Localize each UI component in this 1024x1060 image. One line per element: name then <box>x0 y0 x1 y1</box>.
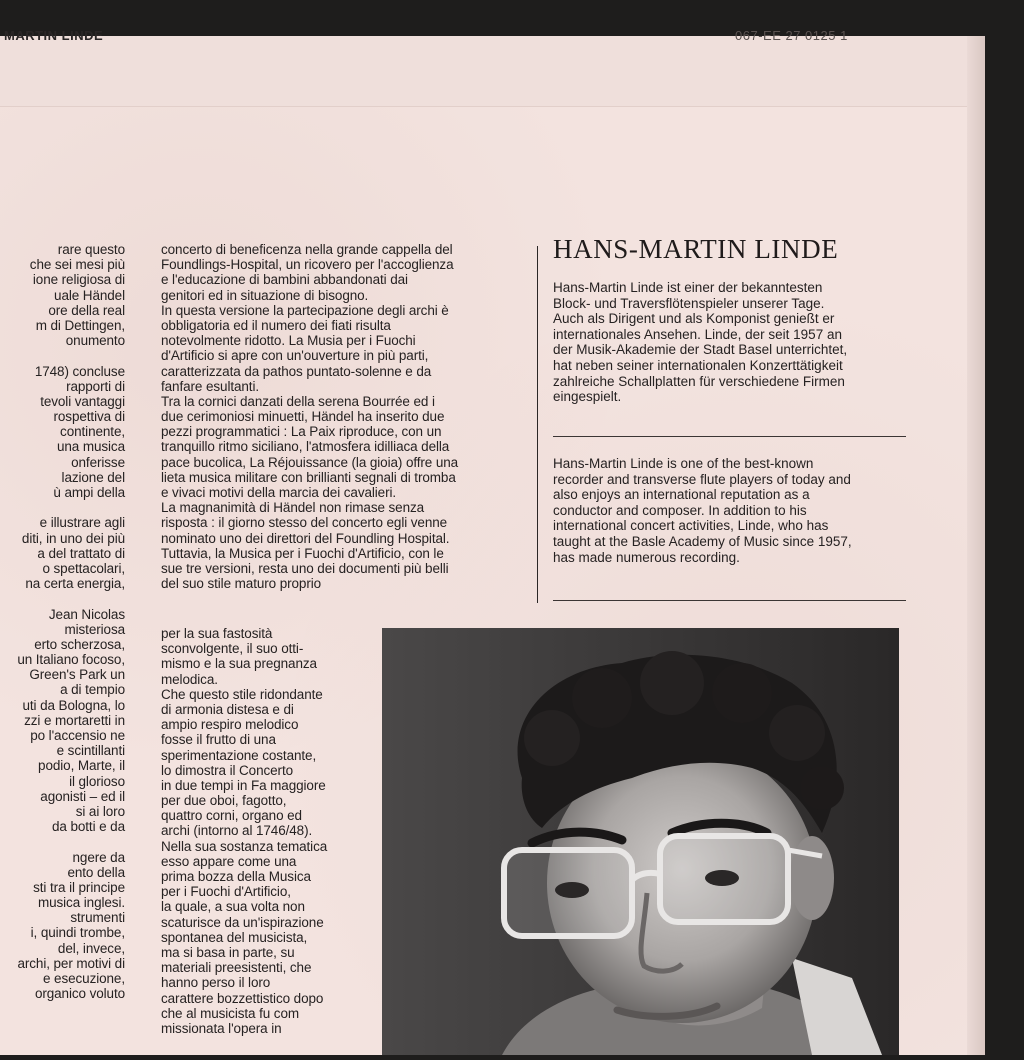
italian-text-column-1 <box>0 242 125 1001</box>
column3-line: Che questo stile ridondante <box>161 686 323 702</box>
bio-german-line: hat neben seiner internationalen Konzerttätigkeit <box>553 357 843 373</box>
column1-line: continente, <box>60 424 125 440</box>
column3-line: Nella sua sostanza tematica <box>161 838 328 854</box>
column1-line: una musica <box>56 439 125 455</box>
bio-english-line: conductor and composer. In addition to his <box>553 502 807 518</box>
column2-line: pezzi programmatici : La Paix riproduce, con un <box>161 424 442 440</box>
column2-line: d'Artificio si apre con un'ouverture in più parti, <box>161 348 429 364</box>
column1-line: ento della <box>67 864 125 880</box>
column2-line: pace bucolica, La Réjouissance (la gioia) offre una <box>161 454 459 470</box>
bio-german-line: zahlreiche Schallplatten für verschiedene Firmen <box>553 373 845 389</box>
column2-line: tranquillo ritmo siciliano, l'atmosfera idilliaca della <box>161 439 450 455</box>
column1-line <box>0 500 125 515</box>
column3-line: scaturisce da un'ispirazione <box>161 914 324 930</box>
column1-line: ù ampi della <box>53 485 125 500</box>
header-catalog-code: 067-EE 27 0125 1 <box>735 28 848 43</box>
column1-line: 1748) concluse <box>34 363 125 379</box>
bio-german-line: eingespielt. <box>553 389 622 405</box>
bio-divider-bottom <box>553 600 906 601</box>
column1-line: si ai loro <box>75 803 125 819</box>
bio-english <box>553 456 852 565</box>
column1-line: musica inglesi. <box>37 895 125 911</box>
column3-line: sconvolgente, il suo otti- <box>161 641 304 657</box>
column1-line: na certa energia, <box>25 576 125 592</box>
column1-line: a del trattato di <box>37 545 125 561</box>
column1-line: un Italiano focoso, <box>17 652 125 668</box>
header-artist-label: MARTIN LINDE <box>4 28 104 43</box>
column1-line: e esecuzione, <box>42 971 125 986</box>
column3-line: per la sua fastosità <box>161 626 273 641</box>
column3-line: quattro corni, organo ed <box>161 808 302 824</box>
column1-line: e illustrare agli <box>39 515 125 531</box>
italian-text-column-3 <box>161 626 381 1036</box>
column3-line: melodica. <box>161 671 218 687</box>
column2-line: genitori ed in situazione di bisogno. <box>161 287 369 303</box>
column3-line: materiali preesistenti, che <box>161 960 312 976</box>
column1-line: che sei mesi più <box>29 257 125 273</box>
column1-line: rare questo <box>57 242 125 257</box>
bio-german <box>553 280 847 405</box>
bio-english-line: taught at the Basle Academy of Music since 1957, <box>553 533 852 549</box>
column3-line: mismo e la sua pregnanza <box>161 656 317 672</box>
column3-line: la quale, a sua volta non <box>161 899 305 915</box>
column2-line: lieta musica militare con brillianti segnali di tromba <box>161 469 456 485</box>
column1-line: il glorioso <box>69 773 125 789</box>
bio-english-line: also enjoys an international reputation as a <box>553 487 810 503</box>
record-sleeve <box>0 28 985 1055</box>
column2-line: Foundlings-Hospital, un ricovero per l'accoglienza <box>161 257 454 273</box>
column1-line: onferisse <box>71 454 125 470</box>
bio-english-line: Hans-Martin Linde is one of the best-known <box>553 456 814 471</box>
column1-line: archi, per motivi di <box>17 955 125 971</box>
column2-line: Tra la cornici danzati della serena Bourrée ed i <box>161 393 435 409</box>
column3-line: che al musicista fu com <box>161 1005 300 1021</box>
column1-line: lazione del <box>61 469 125 485</box>
column3-line: sperimentazione costante, <box>161 747 317 763</box>
artist-portrait-photo <box>382 628 899 1055</box>
column2-line: e l'educazione di bambini abbandonati dai <box>161 272 408 288</box>
column2-line: In questa versione la partecipazione degli archi è <box>161 302 449 318</box>
column2-line: due cerimoniosi minuetti, Händel ha inserito due <box>161 409 445 425</box>
column1-line: a di tempio <box>60 682 125 698</box>
column3-line: esso appare come una <box>161 853 297 869</box>
column1-line: onumento <box>65 333 125 349</box>
column3-line: di armonia distesa e di <box>161 701 294 717</box>
column1-line: po l'accensio ne <box>30 728 125 743</box>
column3-line: per due oboi, fagotto, <box>161 793 287 809</box>
column1-line <box>0 591 125 606</box>
vertical-divider <box>537 246 538 603</box>
column2-line: e vivaci motivi della marcia dei cavalieri. <box>161 485 397 500</box>
column1-line: da botti e da <box>51 819 125 835</box>
column2-line: notevolmente ridotto. La Musia per i Fuochi <box>161 333 416 349</box>
column1-line: e scintillanti <box>56 743 125 759</box>
column2-line: La magnanimità di Händel non rimase senza <box>161 500 425 516</box>
column1-line: zzi e mortaretti in <box>24 712 125 728</box>
column3-line: fosse il frutto di una <box>161 732 276 748</box>
sleeve-top-band <box>0 36 985 107</box>
italian-text-column-2 <box>161 242 516 591</box>
column1-line: o spettacolari, <box>42 560 125 576</box>
bio-english-line: international concert activities, Linde, who has <box>553 518 829 534</box>
column1-line: erto scherzosa, <box>34 636 125 652</box>
column1-line: sti tra il principe <box>33 879 125 895</box>
column3-line: in due tempi in Fa maggiore <box>161 777 326 793</box>
column2-line: risposta : il giorno stesso del concerto egli venne <box>161 515 448 531</box>
column3-line: lo dimostra il Concerto <box>161 762 294 778</box>
column1-line: diti, in uno dei più <box>21 530 125 546</box>
sleeve-right-edge <box>967 36 985 1055</box>
bio-german-line: der Musik-Akademie der Stadt Basel unterrichtet, <box>553 342 848 358</box>
column1-line: ione religiosa di <box>32 272 125 288</box>
column3-line: ampio respiro melodico <box>161 717 299 733</box>
portrait-illustration <box>382 628 899 1055</box>
column2-line: concerto di beneficenza nella grande cappella del <box>161 242 453 257</box>
column1-line: uale Händel <box>54 287 125 303</box>
bio-english-line: has made numerous recording. <box>553 549 740 565</box>
column3-line: missionata l'opera in <box>161 1020 282 1036</box>
column3-line: ma si basa in parte, su <box>161 944 295 960</box>
bio-english-line: recorder and transverse flute players of today and <box>553 471 851 487</box>
column1-line <box>0 834 125 849</box>
column1-line: rospettiva di <box>53 409 125 425</box>
column1-line: ngere da <box>72 849 125 865</box>
column1-line: agonisti – ed il <box>40 788 125 804</box>
column1-line: Green's Park un <box>29 667 125 683</box>
column3-line: spontanea del musicista, <box>161 929 308 945</box>
bio-german-line: Hans-Martin Linde ist einer der bekanntesten <box>553 280 823 295</box>
column1-line: organico voluto <box>34 986 125 1002</box>
column2-line: nominato uno dei direttori del Foundling Hospital. <box>161 530 450 546</box>
column3-line: archi (intorno al 1746/48). <box>161 823 313 839</box>
column2-line: sue tre versioni, resta uno dei documenti più belli <box>161 560 449 576</box>
column3-line: carattere bozzettistico dopo <box>161 990 324 1006</box>
column1-line: tevoli vantaggi <box>40 393 125 409</box>
column1-line: misteriosa <box>64 621 125 637</box>
column1-line: i, quindi trombe, <box>30 925 125 941</box>
bio-german-line: internationales Ansehen. Linde, der seit 1957 an <box>553 326 842 342</box>
column3-line: hanno perso il loro <box>161 975 271 991</box>
column1-line: uti da Bologna, lo <box>22 697 125 713</box>
column2-line: obbligatoria ed il numero dei fiati risulta <box>161 317 391 333</box>
bio-title: HANS-MARTIN LINDE <box>553 234 839 264</box>
column3-line: prima bozza della Musica <box>161 869 311 884</box>
column1-line: m di Dettingen, <box>35 317 125 333</box>
column1-line: ore della real <box>48 302 125 318</box>
column1-line: del, invece, <box>57 940 125 956</box>
column1-line: Jean Nicolas <box>48 606 125 622</box>
column1-line: strumenti <box>70 910 125 926</box>
column1-line: podio, Marte, il <box>38 758 125 774</box>
column2-line: Tuttavia, la Musica per i Fuochi d'Artificio, con le <box>161 545 444 561</box>
column1-line <box>0 348 125 363</box>
bio-divider-top <box>553 436 906 437</box>
column2-line: del suo stile maturo proprio <box>161 576 322 592</box>
column1-line: rapporti di <box>66 378 125 394</box>
column3-line: per i Fuochi d'Artificio, <box>161 884 291 900</box>
column2-line: caratterizzata da pathos puntato-solenne e da <box>161 363 432 379</box>
bio-german-line: Block- und Traversflötenspieler unserer Tage. <box>553 295 825 311</box>
bio-german-line: Auch als Dirigent und als Komponist genießt er <box>553 311 835 327</box>
column2-line: fanfare esultanti. <box>161 378 260 394</box>
